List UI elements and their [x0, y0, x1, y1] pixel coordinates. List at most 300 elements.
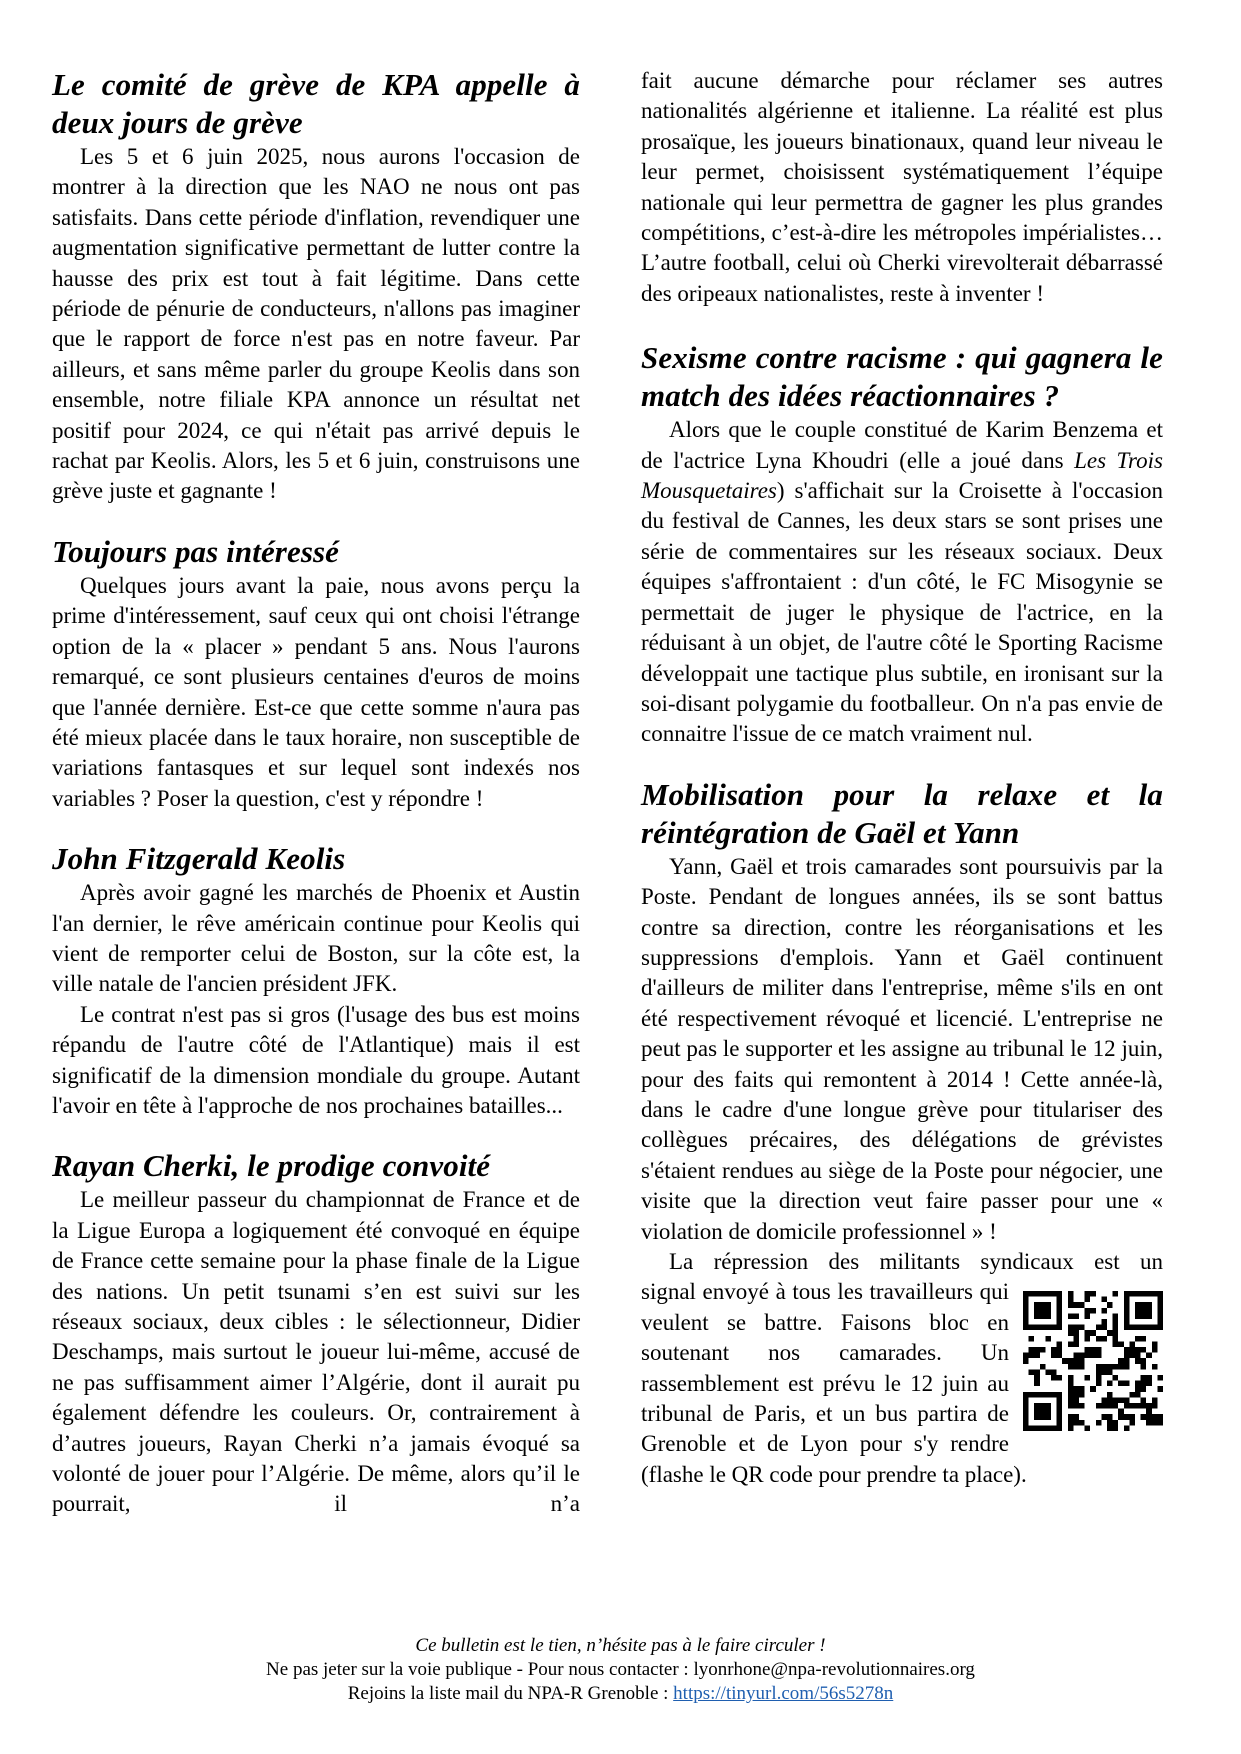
qr-module [1113, 1420, 1119, 1426]
qr-module [1023, 1426, 1029, 1432]
article-paragraph: Le contrat n'est pas si gros (l'usage des bus est moins répandu de l'autre côté de l'Atlantique) mais il est significatif de la dimension mondiale du groupe. Autant l'avoir en tête à l'approche de nos prochaines batailles... [52, 1001, 580, 1118]
qr-module [1113, 1375, 1119, 1381]
qr-module [1107, 1403, 1113, 1409]
qr-module [1023, 1303, 1029, 1309]
qr-module [1101, 1308, 1107, 1314]
qr-module [1118, 1409, 1124, 1415]
qr-module [1146, 1420, 1152, 1426]
qr-module [1113, 1342, 1119, 1348]
qr-module [1107, 1364, 1113, 1370]
qr-module [1124, 1291, 1130, 1297]
qr-module [1079, 1325, 1085, 1331]
qr-module [1057, 1409, 1063, 1415]
qr-module [1073, 1325, 1079, 1331]
qr-module [1113, 1336, 1119, 1342]
qr-module [1068, 1381, 1074, 1387]
qr-module [1068, 1415, 1074, 1421]
qr-module [1129, 1420, 1135, 1426]
qr-module [1124, 1308, 1130, 1314]
qr-module [1073, 1331, 1079, 1337]
qr-module [1141, 1375, 1147, 1381]
qr-module [1073, 1403, 1079, 1409]
qr-module [1124, 1359, 1130, 1365]
qr-module [1034, 1314, 1040, 1320]
qr-module [1034, 1370, 1040, 1376]
qr-module [1085, 1291, 1091, 1297]
qr-module [1023, 1308, 1029, 1314]
article-paragraph-rest: signal envoyé à tous les travailleurs qui veulent se battre. Faisons bloc en soutenant nos camarades. Un rassemblement est prévu le 12 juin au tribunal de Paris, et un bus partira de Grenoble et de Lyon pour s'y rendre (flashe le QR code pour prendre ta place). [641, 1279, 1027, 1487]
qr-module [1146, 1403, 1152, 1409]
qr-module [1135, 1308, 1141, 1314]
article-paragraph: Yann, Gaël et trois camarades sont poursuivis par la Poste. Pendant de longues années, ils se sont battus contre sa direction, contre les réorganisations et les suppressions d'emplois. Yann et Gaël continuent d'ailleurs de militer dans l'entreprise, même s'ils en ont été respectivement révoqué et licencié. L'entreprise ne peut pas le supporter et les assigne au tribunal le 12 juin, pour des faits qui remontent à 2014 ! Cette année-là, dans le cadre d'une longue grève pour titulariser des collègues précaires, des délégations de grévistes s'étaient rendues au siège de la Poste pour négocier, une visite que la direction veut faire passer pour une « violation de domicile professionnel » ! [641, 853, 1163, 1244]
qr-module [1040, 1392, 1046, 1398]
qr-module [1146, 1415, 1152, 1421]
qr-module [1101, 1364, 1107, 1370]
qr-module [1129, 1353, 1135, 1359]
qr-module [1068, 1331, 1074, 1337]
qr-module [1113, 1325, 1119, 1331]
qr-module [1045, 1392, 1051, 1398]
qr-module [1157, 1308, 1163, 1314]
article-paragraph [641, 415, 1163, 749]
qr-module [1124, 1319, 1130, 1325]
qr-module [1040, 1314, 1046, 1320]
article-profit-sharing [52, 533, 580, 814]
qr-module [1057, 1398, 1063, 1404]
qr-module [1029, 1336, 1035, 1342]
qr-module [1023, 1291, 1029, 1297]
qr-module [1141, 1336, 1147, 1342]
qr-module [1062, 1359, 1068, 1365]
qr-module [1101, 1415, 1107, 1421]
qr-module [1107, 1398, 1113, 1404]
qr-module [1113, 1364, 1119, 1370]
qr-module [1157, 1420, 1163, 1426]
article-title: Le comité de grève de KPA appelle à deux jours de grève [52, 67, 580, 140]
right-column [641, 66, 1163, 1490]
qr-module [1045, 1426, 1051, 1432]
qr-module [1152, 1415, 1158, 1421]
footer-contact-email[interactable]: lyonrhone@npa-revolutionnaires.org [693, 1659, 975, 1680]
qr-module [1152, 1342, 1158, 1348]
qr-module [1107, 1303, 1113, 1309]
qr-module [1057, 1426, 1063, 1432]
qr-module [1068, 1420, 1074, 1426]
qr-module [1135, 1325, 1141, 1331]
qr-module [1135, 1403, 1141, 1409]
qr-module [1085, 1331, 1091, 1337]
qr-module [1057, 1342, 1063, 1348]
qr-module [1085, 1347, 1091, 1353]
qr-module [1090, 1347, 1096, 1353]
qr-module [1079, 1303, 1085, 1309]
qr-module [1051, 1325, 1057, 1331]
qr-module [1157, 1325, 1163, 1331]
qr-module [1146, 1381, 1152, 1387]
qr-module [1157, 1415, 1163, 1421]
qr-module [1040, 1426, 1046, 1432]
article-paragraph: Quelques jours avant la paie, nous avons perçu la prime d'intéressement, sauf ceux qui ont choisi l'étrange option de la « placer » pendant 5 ans. Nous l'aurons remarqué, ce sont plusieurs centaines d'euros de moins que l'année dernière. Est-ce que cette somme n'aura pas été mieux placée dans le taux horaire, non susceptible de variations fantasques et sur lequel sont indexés nos variables ? Poser la question, c'est y répondre ! [52, 572, 580, 811]
qr-module [1073, 1387, 1079, 1393]
qr-module [1129, 1392, 1135, 1398]
qr-module [1034, 1426, 1040, 1432]
qr-module [1107, 1426, 1113, 1432]
qr-module [1090, 1308, 1096, 1314]
qr-module [1023, 1415, 1029, 1421]
qr-module [1157, 1319, 1163, 1325]
qr-module [1023, 1398, 1029, 1404]
article-rayan-cherki-continued [641, 66, 1163, 309]
qr-module [1157, 1297, 1163, 1303]
qr-module [1096, 1336, 1102, 1342]
article-paragraph: Les 5 et 6 juin 2025, nous aurons l'occasion de montrer à la direction que les NAO ne nous ont pas satisfaits. Dans cette période d'inflation, revendiquer une augmentation significative permettant de lutter contre la hausse des prix est tout à fait légitime. Dans cette période de pénurie de conducteurs, n'allons pas imaginer que le rapport de force n'est pas en notre faveur. Par ailleurs, et sans même parler du groupe Keolis dans son ensemble, notre filiale KPA annonce un résultat net positif pour 2024, ce qui n'était pas arrivé depuis le rachat par Keolis. Alors, les 5 et 6 juin, construisons une grève juste et gagnante ! [52, 144, 580, 504]
qr-module [1040, 1291, 1046, 1297]
qr-module [1113, 1331, 1119, 1337]
qr-module [1152, 1291, 1158, 1297]
qr-module [1096, 1325, 1102, 1331]
qr-module [1096, 1381, 1102, 1387]
qr-module [1079, 1353, 1085, 1359]
qr-module [1068, 1359, 1074, 1365]
qr-module [1029, 1353, 1035, 1359]
qr-module [1096, 1364, 1102, 1370]
qr-module [1045, 1403, 1051, 1409]
article-keolis-boston [52, 840, 580, 1121]
qr-module [1029, 1325, 1035, 1331]
qr-module [1057, 1403, 1063, 1409]
qr-module [1124, 1347, 1130, 1353]
qr-module [1023, 1297, 1029, 1303]
footer [0, 1634, 1241, 1706]
qr-module [1146, 1303, 1152, 1309]
qr-module [1068, 1291, 1074, 1297]
qr-module [1034, 1381, 1040, 1387]
qr-module [1051, 1370, 1057, 1376]
qr-module [1141, 1291, 1147, 1297]
qr-module [1107, 1381, 1113, 1387]
qr-module [1101, 1325, 1107, 1331]
qr-module [1124, 1398, 1130, 1404]
article-title: Rayan Cherki, le prodige convoité [52, 1148, 491, 1184]
qr-module [1051, 1426, 1057, 1432]
qr-module [1023, 1353, 1029, 1359]
qr-module [1129, 1403, 1135, 1409]
qr-module [1113, 1291, 1119, 1297]
qr-module [1073, 1342, 1079, 1348]
qr-module [1045, 1409, 1051, 1415]
qr-module [1023, 1359, 1029, 1365]
qr-module [1135, 1353, 1141, 1359]
qr-module [1113, 1426, 1119, 1432]
qr-module [1045, 1415, 1051, 1421]
qr-module [1107, 1415, 1113, 1421]
qr-module [1118, 1342, 1124, 1348]
qr-module [1146, 1375, 1152, 1381]
qr-module [1141, 1364, 1147, 1370]
qr-module [1107, 1331, 1113, 1337]
qr-module [1051, 1375, 1057, 1381]
qr-module [1051, 1347, 1057, 1353]
qr-module [1118, 1364, 1124, 1370]
qr-module [1079, 1403, 1085, 1409]
qr-module [1152, 1325, 1158, 1331]
qr-module [1040, 1308, 1046, 1314]
qr-module [1073, 1398, 1079, 1404]
qr-module [1034, 1303, 1040, 1309]
qr-module [1124, 1426, 1130, 1432]
qr-module [1118, 1415, 1124, 1421]
qr-module [1068, 1403, 1074, 1409]
qr-module [1079, 1359, 1085, 1365]
qr-module [1040, 1403, 1046, 1409]
qr-module [1146, 1353, 1152, 1359]
qr-module [1141, 1308, 1147, 1314]
qr-module [1124, 1415, 1130, 1421]
qr-module [1129, 1347, 1135, 1353]
qr-module [1085, 1426, 1091, 1432]
footer-tagline: Ce bulletin est le tien, n’hésite pas à le faire circuler ! [415, 1635, 826, 1656]
qr-module [1146, 1291, 1152, 1297]
qr-module [1045, 1314, 1051, 1320]
qr-module [1141, 1415, 1147, 1421]
qr-module [1034, 1392, 1040, 1398]
qr-module [1118, 1398, 1124, 1404]
qr-module [1023, 1420, 1029, 1426]
article-rayan-cherki [52, 1147, 580, 1519]
qr-module [1023, 1325, 1029, 1331]
qr-module [1040, 1415, 1046, 1421]
qr-module [1085, 1353, 1091, 1359]
qr-module [1129, 1415, 1135, 1421]
qr-module [1073, 1364, 1079, 1370]
qr-module [1129, 1325, 1135, 1331]
qr-module [1096, 1420, 1102, 1426]
paragraph-text: Alors que le couple constitué de Karim Benzema et de l'actrice Lyna Khoudri (elle a joué dans [641, 417, 1163, 473]
qr-module [1045, 1291, 1051, 1297]
qr-module [1085, 1336, 1091, 1342]
qr-module [1107, 1420, 1113, 1426]
qr-module [1057, 1325, 1063, 1331]
article-sexism-racism [641, 339, 1163, 749]
qr-module [1152, 1403, 1158, 1409]
qr-module [1023, 1319, 1029, 1325]
qr-module [1135, 1359, 1141, 1365]
qr-module [1124, 1403, 1130, 1409]
qr-module [1113, 1398, 1119, 1404]
qr-module [1057, 1375, 1063, 1381]
qr-module [1157, 1303, 1163, 1309]
qr-module [1135, 1303, 1141, 1309]
qr-module [1124, 1297, 1130, 1303]
qr-module [1073, 1415, 1079, 1421]
qr-module [1085, 1375, 1091, 1381]
qr-module [1090, 1387, 1096, 1393]
qr-module [1157, 1291, 1163, 1297]
qr-module [1124, 1381, 1130, 1387]
film-title: Les Trois Mousquetaires [641, 447, 1163, 504]
left-column [52, 66, 580, 1520]
qr-module [1085, 1297, 1091, 1303]
qr-module [1135, 1381, 1141, 1387]
qr-module [1073, 1303, 1079, 1309]
qr-module [1034, 1347, 1040, 1353]
article-title: Mobilisation pour la relaxe et la réintégration de Gaël et Yann [641, 776, 1163, 850]
qr-module [1113, 1319, 1119, 1325]
qr-module [1085, 1314, 1091, 1320]
qr-module [1057, 1291, 1063, 1297]
qr-module [1107, 1370, 1113, 1376]
qr-module [1034, 1415, 1040, 1421]
mailing-list-link[interactable]: https://tinyurl.com/56s5278n [673, 1683, 894, 1704]
qr-module [1045, 1336, 1051, 1342]
qr-module [1057, 1392, 1063, 1398]
qr-module [1152, 1420, 1158, 1426]
qr-module [1073, 1359, 1079, 1365]
qr-module [1051, 1353, 1057, 1359]
qr-module [1141, 1387, 1147, 1393]
qr-module [1068, 1364, 1074, 1370]
qr-module [1146, 1409, 1152, 1415]
qr-module [1135, 1347, 1141, 1353]
qr-module [1040, 1325, 1046, 1331]
qr-module [1051, 1392, 1057, 1398]
article-gael-yann [641, 776, 1163, 1491]
qr-module [1124, 1353, 1130, 1359]
qr-module [1101, 1319, 1107, 1325]
qr-module [1068, 1342, 1074, 1348]
qr-module [1152, 1398, 1158, 1404]
qr-module [1045, 1308, 1051, 1314]
qr-module [1129, 1342, 1135, 1348]
qr-module [1029, 1370, 1035, 1376]
qr-module [1096, 1375, 1102, 1381]
qr-module [1040, 1364, 1046, 1370]
qr-module [1146, 1314, 1152, 1320]
qr-module [1141, 1303, 1147, 1309]
qr-module [1023, 1392, 1029, 1398]
qr-module [1079, 1387, 1085, 1393]
qr-module [1034, 1409, 1040, 1415]
qr-module [1040, 1409, 1046, 1415]
qr-module [1068, 1392, 1074, 1398]
qr-module [1124, 1314, 1130, 1320]
qr-module [1057, 1308, 1063, 1314]
qr-module [1034, 1325, 1040, 1331]
qr-module [1029, 1392, 1035, 1398]
article-title: John Fitzgerald Keolis [52, 841, 346, 877]
qr-module [1040, 1347, 1046, 1353]
qr-module [1090, 1353, 1096, 1359]
qr-code-graphic [1023, 1291, 1163, 1431]
qr-module [1113, 1403, 1119, 1409]
qr-module [1101, 1398, 1107, 1404]
qr-module [1073, 1420, 1079, 1426]
qr-module [1135, 1291, 1141, 1297]
qr-module [1023, 1403, 1029, 1409]
qr-module [1068, 1426, 1074, 1432]
footer-mailing-label: Rejoins la liste mail du NPA-R Grenoble : [347, 1683, 674, 1704]
qr-module [1057, 1303, 1063, 1309]
qr-module [1157, 1314, 1163, 1320]
qr-module [1141, 1381, 1147, 1387]
qr-module [1101, 1336, 1107, 1342]
qr-module [1118, 1359, 1124, 1365]
qr-module [1146, 1325, 1152, 1331]
footer-contact [0, 1658, 1241, 1682]
qr-module [1135, 1336, 1141, 1342]
qr-module [1068, 1297, 1074, 1303]
paragraph-text: ) s'affichait sur la Croisette à l'occasion du festival de Cannes, les deux stars se sont prises une série de commentaires sur les réseaux sociaux. Deux équipes s'affrontaient : d'un côté, le FC Misogynie se permettait de juger le physique de l'actrice, en la réduisant à un objet, de l'autre côté le Sporting Racisme développait une tactique plus subtile, en ironisant sur la soi-disant polygamie du footballeur. On n'a pas envie de connaitre l'issue de ce match vraiment nul. [641, 478, 1163, 747]
qr-module [1079, 1392, 1085, 1398]
qr-module [1152, 1364, 1158, 1370]
qr-module [1068, 1387, 1074, 1393]
qr-module [1051, 1291, 1057, 1297]
qr-module [1079, 1420, 1085, 1426]
qr-module [1090, 1291, 1096, 1297]
qr-module [1034, 1291, 1040, 1297]
qr-module [1034, 1403, 1040, 1409]
qr-module [1073, 1353, 1079, 1359]
qr-module [1023, 1314, 1029, 1320]
qr-module [1096, 1353, 1102, 1359]
qr-module [1085, 1308, 1091, 1314]
qr-module [1073, 1392, 1079, 1398]
qr-module [1113, 1314, 1119, 1320]
article-paragraph-continued: fait aucune démarche pour réclamer ses autres nationalités algérienne et italienne. La réalité est plus prosaïque, les joueurs binationaux, quand leur niveau le leur permet, choisissent systématiquement l’équipe nationale qui leur permettra de gagner les plus grandes compétitions, c’est-à-dire les métropoles impérialistes… L’autre football, celui où Cherki virevolterait débarrassé des oripeaux nationalistes, reste à inventer ! [641, 68, 1163, 306]
qr-module [1073, 1336, 1079, 1342]
qr-module [1124, 1325, 1130, 1331]
qr-module [1135, 1314, 1141, 1320]
qr-module [1141, 1325, 1147, 1331]
qr-module [1124, 1364, 1130, 1370]
qr-module [1073, 1314, 1079, 1320]
qr-module [1029, 1426, 1035, 1432]
qr-module [1141, 1398, 1147, 1404]
qr-module [1107, 1392, 1113, 1398]
article-strike-committee [52, 66, 580, 507]
qr-module [1101, 1403, 1107, 1409]
qr-module [1068, 1398, 1074, 1404]
article-title: Sexisme contre racisme : qui gagnera le match des idées réactionnaires ? [641, 340, 1163, 414]
qr-module [1135, 1392, 1141, 1398]
qr-module [1135, 1387, 1141, 1393]
qr-module [1034, 1308, 1040, 1314]
qr-module [1141, 1314, 1147, 1320]
qr-module [1096, 1403, 1102, 1409]
qr-module [1068, 1303, 1074, 1309]
footer-mailing [0, 1682, 1241, 1706]
qr-module [1079, 1364, 1085, 1370]
qr-module [1068, 1375, 1074, 1381]
qr-module [1141, 1347, 1147, 1353]
qr-module [1096, 1370, 1102, 1376]
qr-module [1157, 1375, 1163, 1381]
qr-module [1152, 1347, 1158, 1353]
qr-module [1157, 1387, 1163, 1393]
qr-module [1141, 1403, 1147, 1409]
qr-module [1057, 1319, 1063, 1325]
qr-module [1068, 1314, 1074, 1320]
article-paragraph: Le meilleur passeur du championnat de France et de la Ligue Europa a logiquement été convoqué en équipe de France cette semaine pour la phase finale de la Ligue des nations. Un petit tsunami s’en est suivi sur les réseaux sociaux, deux cibles : le sélectionneur, Didier Deschamps, mais surtout le joueur lui-même, accusé de ne pas suffisamment aimer l’Algérie, dont il aurait pu également défendre les couleurs. Or, contrairement à d’autres joueurs, Rayan Cherki n’a jamais évoqué sa volonté de jouer pour l’Algérie. De même, alors qu’il le pourrait, il n’a [52, 1187, 580, 1517]
qr-module [1129, 1291, 1135, 1297]
qr-module [1045, 1370, 1051, 1376]
footer-contact-label: Ne pas jeter sur la voie publique - Pour nous contacter : [266, 1659, 694, 1680]
qr-code-icon[interactable] [1023, 1291, 1163, 1431]
qr-module [1057, 1297, 1063, 1303]
article-paragraph-first-line: La répression des militants syndicaux est un [669, 1249, 1163, 1274]
qr-module [1146, 1308, 1152, 1314]
qr-module [1068, 1325, 1074, 1331]
